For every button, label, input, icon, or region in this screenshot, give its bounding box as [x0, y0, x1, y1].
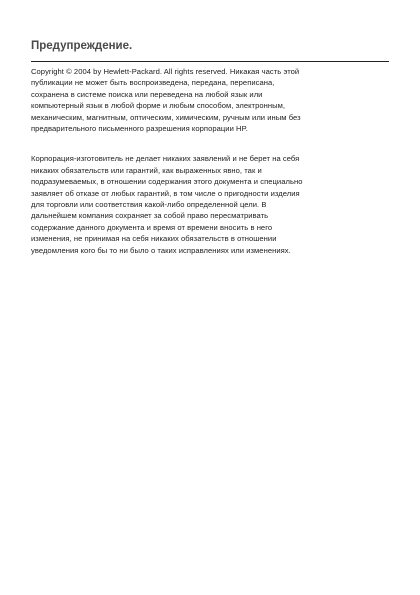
paragraph-line: компьютерный язык в любой форме и любым способом, электронным, [31, 101, 286, 111]
paragraph-line: дальнейшем компания сохраняет за собой право пересматривать [31, 211, 269, 221]
paragraph-line: публикации не может быть воспроизведена, передана, переписана, [31, 78, 275, 88]
document-page [31, 38, 389, 256]
paragraph-line: заявляет об отказе от любых гарантий, в том числе о пригодности изделия [31, 188, 300, 198]
paragraph-line: Корпорация-изготовитель не делает никаких заявлений и не берет на себя [31, 154, 300, 164]
paragraph-line: содержание данного документа и время от времени вносить в него [31, 222, 273, 232]
paragraph-line: уведомления кого бы то ни было о таких исправлениях или изменениях. [31, 245, 291, 255]
title-divider [31, 61, 389, 62]
copyright-paragraph [31, 66, 389, 134]
paragraph-line: подразумеваемых, в отношении содержания этого документа и специально [31, 177, 303, 187]
page-title: Предупреждение. [31, 40, 133, 52]
paragraph-line: изменения, не принимая на себя никаких обязательств в отношении [31, 234, 277, 244]
paragraph-line: механическим, магнитным, оптическим, химическим, ручным или иным без [31, 112, 301, 122]
paragraph-line: Copyright © 2004 by Hewlett-Packard. All rights reserved. Никакая часть этой [31, 67, 300, 76]
disclaimer-paragraph [31, 153, 389, 256]
paragraph-line: предварительного письменного разрешения корпорации HP. [31, 124, 248, 134]
paragraph-line: для торговли или соответствия какой-либо определенной цели. В [31, 200, 267, 210]
paragraph-line: никаких обязательств или гарантий, как выраженных явно, так и [31, 165, 262, 175]
paragraph-line: сохранена в системе поиска или переведена на любой язык или [31, 89, 263, 99]
